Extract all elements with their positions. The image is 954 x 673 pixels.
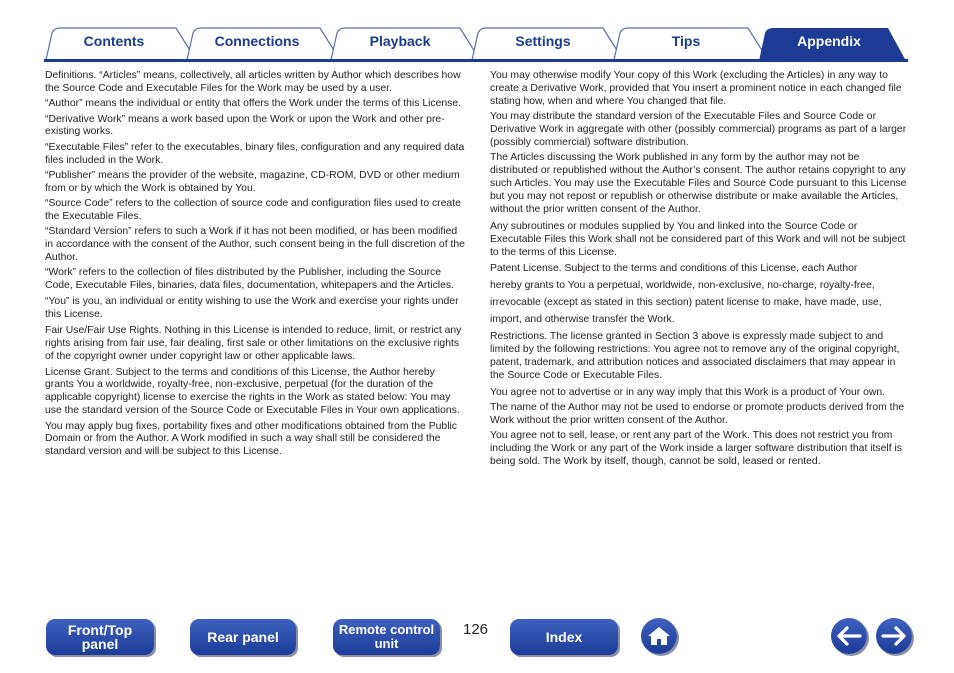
front-top-panel-button[interactable] <box>46 619 154 655</box>
paragraph: Any subroutines or modules supplied by You and linked into the Source Code or Executable Files this Work shall not be considered part of this Work and will not be subject to the terms of this License. <box>490 220 906 258</box>
paragraph: Fair Use/Fair Use Rights. Nothing in this License is intended to reduce, limit, or restrict any rights arising from fair use, fair dealing, first sale or other limitations on the exclusive rights of the copyright owner under copyright law or other applicable laws. <box>45 325 462 363</box>
home-icon <box>647 625 671 647</box>
paragraph: import, and otherwise transfer the Work. <box>490 314 675 326</box>
paragraph: “Publisher” means the provider of the website, magazine, CD-ROM, DVD or other medium from or by which the Work is obtained by You. <box>45 169 460 194</box>
paragraph: License Grant. Subject to the terms and conditions of this License, the Author hereby grants You a worldwide, royalty-free, non-exclusive, perpetual (for the duration of the applicable copyright) license to exercise the rights in the Work as stated below: You may use the standard version of the Source Code or Executable Files in Your own applications. <box>45 366 460 417</box>
front-top-panel-label-2: panel <box>81 636 119 652</box>
tab-bar-graphics <box>0 0 954 63</box>
right-column <box>490 70 910 471</box>
paragraph: “Work” refers to the collection of files distributed by the Publisher, including the Source Code, Executable Files, binaries, data files, documentation, whitepapers and the Articles. <box>45 267 454 292</box>
tab-settings[interactable]: Settings <box>515 33 571 49</box>
rear-panel-label: Rear panel <box>207 629 279 645</box>
paragraph: Patent License. Subject to the terms and conditions of this License, each Author <box>490 263 858 275</box>
index-label: Index <box>545 629 583 645</box>
left-column <box>45 70 465 462</box>
paragraph: The Articles discussing the Work published in any form by the author may not be distributed or republished without the Author’s consent. The author retains copyright to any such Articles. You may use the Executable Files and Source Code pursuant to this License but you may not repost or republish or otherwise distribute or make available the Articles, without the prior written consent of the Author. <box>490 152 907 215</box>
rear-panel-button[interactable] <box>190 619 296 655</box>
paragraph: You may apply bug fixes, portability fixes and other modifications obtained from the Public Domain or from the Author. A Work modified in such a way shall still be considered the standard version and will be subject to this License. <box>45 420 458 458</box>
previous-page-button[interactable] <box>831 618 867 654</box>
index-button[interactable] <box>510 619 618 655</box>
paragraph: Restrictions. The license granted in Section 3 above is expressly made subject to and limited by the following restrictions: You agree not to remove any of the original copyright, patent, trademark, and attribution notices and associated disclaimers that may appear in the Source Code or Executable Files. <box>490 331 900 381</box>
tab-contents[interactable]: Contents <box>83 33 145 49</box>
paragraph: “Derivative Work” means a work based upon the Work or upon the Work and other pre-existing works. <box>45 113 445 138</box>
paragraph: You may otherwise modify Your copy of this Work (excluding the Articles) in any way to create a Derivative Work, provided that You insert a prominent notice in each changed file stating how, when and where You changed that file. <box>490 70 902 107</box>
paragraph: The name of the Author may not be used to endorse or promote products derived from the Work without the prior written consent of the Author. <box>490 402 905 426</box>
paragraph: You may distribute the standard version of the Executable Files and Source Code or Derivative Work in aggregate with other (possibly commercial) programs as part of a larger (possibly commercial) software distribution. <box>490 111 907 148</box>
tab-playback[interactable]: Playback <box>369 33 431 49</box>
paragraph: “Executable Files” refer to the executables, binary files, configuration and any required data files included in the Work. <box>45 141 465 166</box>
paragraph: You agree not to sell, lease, or rent any part of the Work. This does not restrict you from including the Work or any part of the Work inside a larger software distribution that itself is being sold. The Work by itself, though, cannot be sold, leased or rented. <box>490 430 902 468</box>
paragraph: “Standard Version” refers to such a Work if it has not been modified, or has been modified in accordance with the consent of the Author, such consent being in the full discretion of the Author. <box>45 226 465 264</box>
paragraph: irrevocable (except as stated in this section) patent license to make, have made, use, <box>490 297 882 309</box>
paragraph: “You” is you, an individual or entity wishing to use the Work and exercise your rights under this License. <box>45 295 459 320</box>
next-page-button[interactable] <box>876 618 912 654</box>
remote-control-label-1: Remote control <box>338 622 435 637</box>
paragraph: You agree not to advertise or in any way imply that this Work is a product of Your own. <box>490 386 886 398</box>
front-top-panel-label-1: Front/Top <box>67 622 133 638</box>
arrow-right-icon <box>881 626 907 646</box>
tab-bar <box>0 0 954 63</box>
remote-control-unit-button[interactable] <box>333 619 440 655</box>
paragraph: “Author” means the individual or entity that offers the Work under the terms of this License. <box>45 98 462 110</box>
home-button[interactable] <box>641 618 677 654</box>
paragraph: Definitions. “Articles” means, collectively, all articles written by Author which describes how the Source Code and Executable Files for the Work may be used by a user. <box>45 70 461 94</box>
tab-connections[interactable]: Connections <box>214 33 300 49</box>
remote-control-label-2: unit <box>374 636 399 651</box>
paragraph: hereby grants to You a perpetual, worldwide, non-exclusive, no-charge, royalty-free, <box>490 280 875 292</box>
tab-appendix[interactable]: Appendix <box>797 33 861 49</box>
page-number: 126 <box>463 621 489 638</box>
paragraph: “Source Code” refers to the collection of source code and configuration files used to create the Executable Files. <box>45 198 461 223</box>
tab-tips[interactable]: Tips <box>671 33 701 49</box>
arrow-left-icon <box>836 626 862 646</box>
